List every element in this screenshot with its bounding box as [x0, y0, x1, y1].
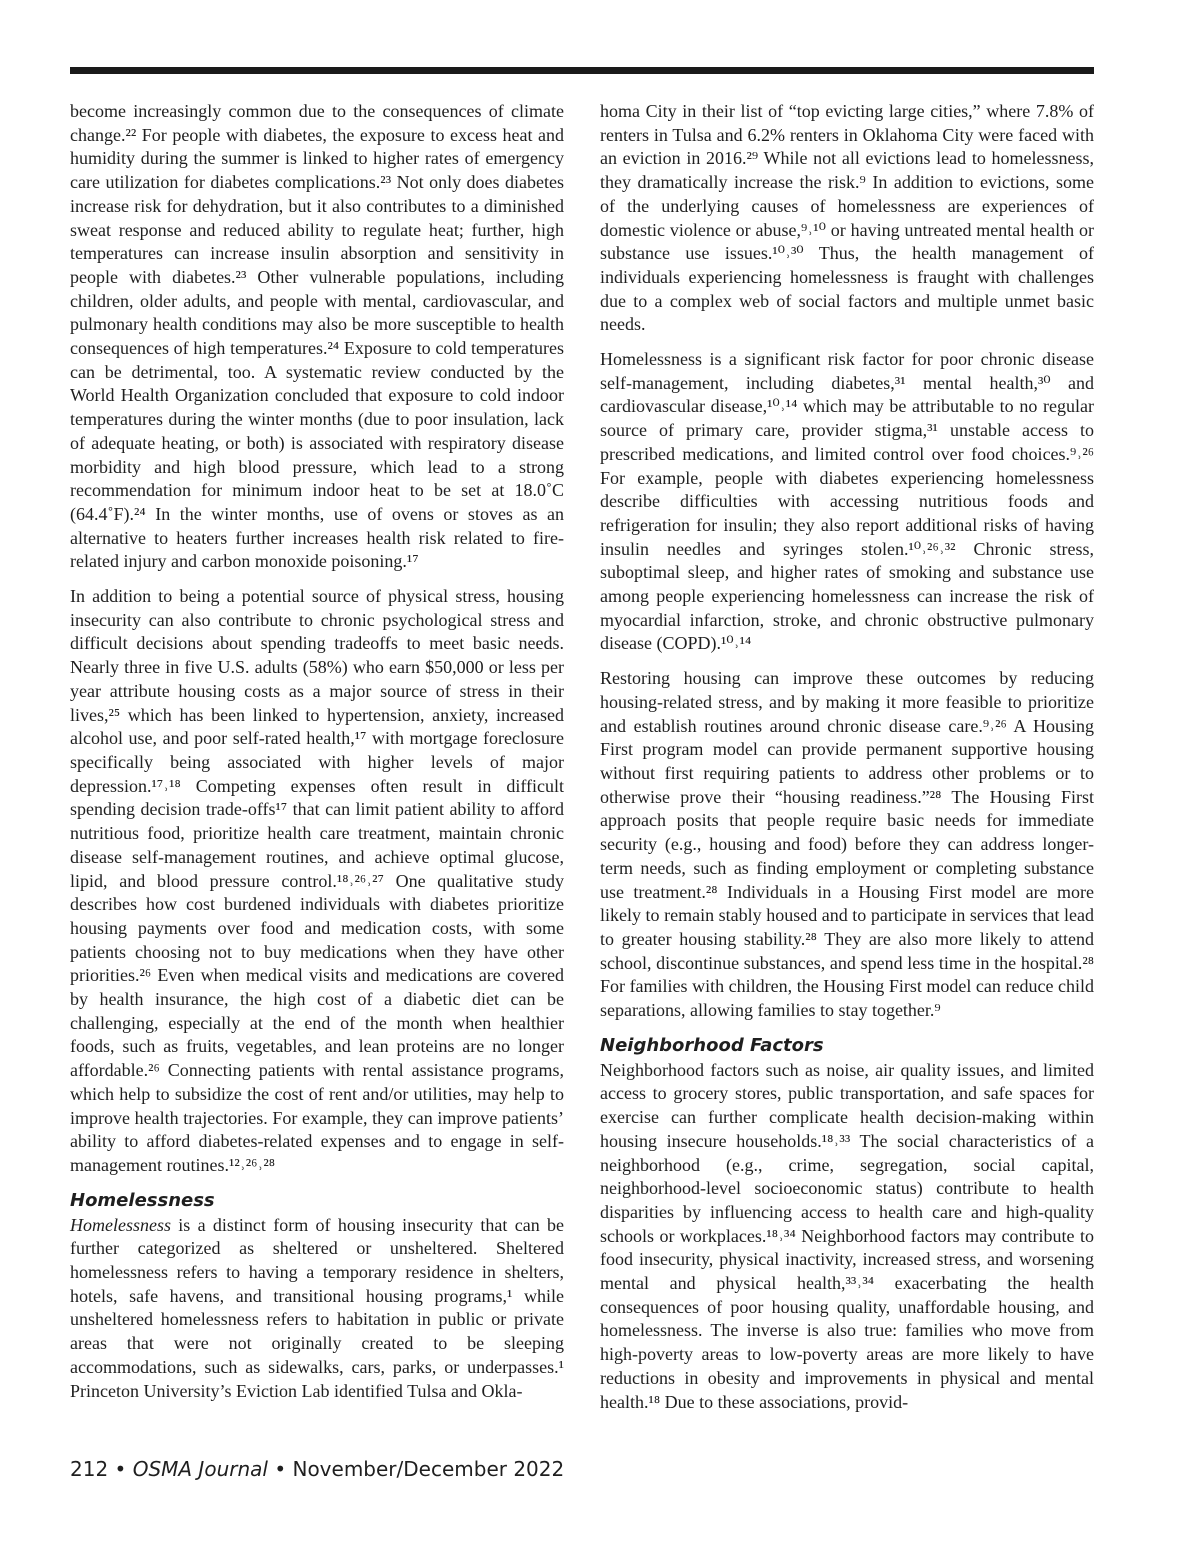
- paragraph-risk-factor: Homelessness is a significant risk factor for poor chronic disease self-management, including diabetes,³¹ mental health,³⁰ and cardiovascular disease,¹⁰˒¹⁴ which may be attributable to no regular source of primary care, provider stigma,³¹ unstable access to prescribed medications, and limited control over food choices.⁹˒²⁶ For example, people with diabetes experiencing homelessness describe difficulties with accessing nutritious foods and refrigeration for insulin; they also report additional risks of having insulin needles and syringes stolen.¹⁰˒²⁶˒³² Chronic stress, suboptimal sleep, and higher rates of smoking and substance use among people experiencing homelessness can increase the risk of myocardial infarction, stroke, and chronic obstructive pulmonary disease (COPD).¹⁰˒¹⁴: [600, 349, 1094, 654]
- paragraph-neighborhood: Neighborhood factors such as noise, air quality issues, and limited access to grocery stores, public transportation, and safe spaces for exercise can further complicate health decision-making within housing insecure households.¹⁸˒³³ The social characteristics of a neighborhood (e.g., crime, segregation, social capital, neighborhood-level socioeconomic status) contribute to health disparities by influencing access to health care and high-quality schools or workplaces.¹⁸˒³⁴ Neighborhood factors may contribute to food insecurity, physical inactivity, increased stress, and worsening mental and physical health,³³˒³⁴ exacerbating the health consequences of poor housing quality, unaffordable housing, and homelessness. The inverse is also true: families who move from high-poverty areas to low-poverty areas are more likely to have reductions in obesity and improvements in physical and mental health.¹⁸ Due to these associations, provid-: [600, 1059, 1094, 1412]
- term-homelessness: Homelessness: [70, 1214, 171, 1235]
- left-column: [70, 100, 564, 1414]
- paragraph-evictions: homa City in their list of “top evicting large cities,” where 7.8% of renters in Tulsa and 6.2% renters in Oklahoma City were faced with an eviction in 2016.²⁹ While not all evictions lead to homelessness, they dramatically increase the risk.⁹ In addition to evictions, some of the underlying causes of homelessness are experiences of domestic violence or abuse,⁹˒¹⁰ or having untreated mental health or substance use issues.¹⁰˒³⁰ Thus, the health management of individuals experiencing homelessness is fraught with challenges due to a complex web of social factors and multiple unmet basic needs.: [600, 101, 1094, 335]
- heading-neighborhood-factors: Neighborhood Factors: [600, 1034, 824, 1056]
- journal-name: OSMA Journal: [132, 1457, 268, 1481]
- header-rule: [70, 67, 1094, 74]
- paragraph-homelessness-text: is a distinct form of housing insecurity that can be further categorized as sheltered or unsheltered. Sheltered homelessness refers to having a temporary residence in shelters, hotels, safe havens, and transitional housing programs,¹ while unsheltered homelessness refers to habitation in public or private areas that were not originally created to be sleeping accommodations, such as sidewalks, cars, parks, or underpasses.¹ Princeton University’s Eviction Lab identified Tulsa and Okla-: [70, 1214, 564, 1401]
- heading-homelessness: Homelessness: [70, 1189, 215, 1211]
- page-footer: [70, 1457, 564, 1481]
- paragraph-housing-first: Restoring housing can improve these outcomes by reducing housing-related stress, and by making it more feasible to prioritize and establish routines around chronic disease care.⁹˒²⁶ A Housing First program model can provide permanent supportive housing without first requiring patients to address other problems or to otherwise prove their “housing readiness.”²⁸ The Housing First approach posits that people require basic needs for immediate security (e.g., housing and food) before they can address longer-term needs, such as finding employment or completing substance use treatment.²⁸ Individuals in a Housing First model are more likely to remain stably housed and to participate in services that lead to greater housing stability.²⁸ They are also more likely to attend school, discontinue substances, and spend less time in the hospital.²⁸ For families with children, the Housing First model can reduce child separations, allowing families to stay together.⁹: [600, 668, 1094, 1021]
- paragraph-homelessness-definition: [70, 1214, 564, 1404]
- footer-separator: •: [108, 1457, 133, 1481]
- paragraph-stress: In addition to being a potential source of physical stress, housing insecurity can also contribute to chronic psychological stress and difficult decisions about spending tradeoffs to meet basic needs. Nearly three in five U.S. adults (58%) who earn $50,000 or less per year attribute housing costs as a major source of stress in their lives,²⁵ which has been linked to hypertension, anxiety, increased alcohol use, and poor self-rated health,¹⁷ with mortgage foreclosure specifically being associated with higher levels of major depression.¹⁷˒¹⁸ Competing expenses often result in difficult spending decision trade-offs¹⁷ that can limit patient ability to afford nutritious food, prioritize health care treatment, maintain chronic disease self-management routines, and achieve optimal glucose, lipid, and blood pressure control.¹⁸˒²⁶˒²⁷ One qualitative study describes how cost burdened individuals with diabetes prioritize housing payments over food and medication costs, with some patients choosing not to buy medications when they have other priorities.²⁶ Even when medical visits and medications are covered by health insurance, the high cost of a diabetic diet can be challenging, especially at the end of the month when healthier foods, such as fruits, vegetables, and lean proteins are no longer affordable.²⁶ Connecting patients with rental assistance programs, which help to subsidize the cost of rent and/or utilities, may help to improve health trajectories. For example, they can improve patients’ ability to afford diabetes-related expenses and to engage in self-management routines.¹²˒²⁶˒²⁸: [70, 586, 564, 1175]
- page-number: 212: [70, 1457, 109, 1481]
- issue-date: November/December 2022: [292, 1457, 565, 1481]
- paragraph-climate: become increasingly common due to the consequences of climate change.²² For people with diabetes, the exposure to excess heat and humidity during the summer is linked to higher rates of emergency care utilization for diabetes complications.²³ Not only does diabetes increase risk for dehydration, but it also contributes to a diminished sweat response and reduced ability to regulate heat; further, high temperatures can increase insulin absorption and sensitivity in people with diabetes.²³ Other vulnerable populations, including children, older adults, and people with mental, cardiovascular, and pulmonary health conditions may also be more susceptible to health consequences of high temperatures.²⁴ Exposure to cold temperatures can be detrimental, too. A systematic review conducted by the World Health Organization concluded that exposure to cold indoor temperatures during the winter months (due to poor insulation, lack of adequate heating, or both) is associated with respiratory disease morbidity and high blood pressure, which lead to a strong recommendation for minimum indoor heat to be set at 18.0˚C (64.4˚F).²⁴ In the winter months, use of ovens or stoves as an alternative to heaters further increases health risk related to fire-related injury and carbon monoxide poisoning.¹⁷: [70, 101, 564, 572]
- footer-separator-2: •: [267, 1457, 293, 1481]
- right-column: [600, 100, 1094, 1425]
